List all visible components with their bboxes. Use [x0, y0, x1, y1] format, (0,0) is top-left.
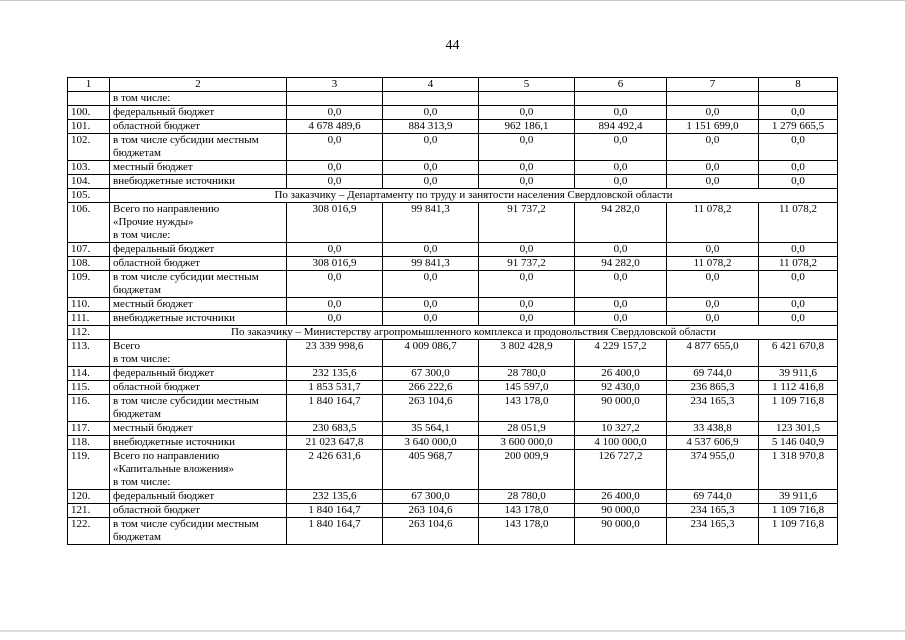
row-label: федеральный бюджет — [110, 243, 287, 257]
value-cell-col6: 0,0 — [575, 298, 667, 312]
value-cell-col5: 0,0 — [479, 134, 575, 161]
row-number: 109. — [68, 271, 110, 298]
section-header-row — [68, 326, 838, 340]
row-number: 102. — [68, 134, 110, 161]
value-cell-col8: 1 318 970,8 — [759, 450, 838, 490]
table-row — [68, 312, 838, 326]
row-label: областной бюджет — [110, 381, 287, 395]
value-cell-col8: 11 078,2 — [759, 257, 838, 271]
value-cell-col8: 1 279 665,5 — [759, 120, 838, 134]
column-header-7: 7 — [667, 78, 759, 92]
value-cell-col5: 0,0 — [479, 312, 575, 326]
value-cell-col5: 143 178,0 — [479, 504, 575, 518]
section-title: По заказчику – Департаменту по труду и занятости населения Свердловской области — [110, 189, 838, 203]
value-cell-col7: 0,0 — [667, 134, 759, 161]
value-cell-col4: 67 300,0 — [383, 367, 479, 381]
row-label: федеральный бюджет — [110, 106, 287, 120]
row-number: 117. — [68, 422, 110, 436]
row-label: федеральный бюджет — [110, 367, 287, 381]
table-row — [68, 243, 838, 257]
table-row — [68, 271, 838, 298]
value-cell-col5: 91 737,2 — [479, 203, 575, 243]
table-row — [68, 504, 838, 518]
value-cell-col6: 90 000,0 — [575, 395, 667, 422]
value-cell-col7: 11 078,2 — [667, 203, 759, 243]
value-cell-col4: 0,0 — [383, 243, 479, 257]
budget-table — [67, 77, 838, 545]
row-label: внебюджетные источники — [110, 436, 287, 450]
row-number: 108. — [68, 257, 110, 271]
top-edge-line — [0, 0, 905, 1]
value-cell-col4: 884 313,9 — [383, 120, 479, 134]
column-header-3: 3 — [287, 78, 383, 92]
row-label: Всего по направлению «Капитальные вложения» в том числе: — [110, 450, 287, 490]
value-cell-col6: 894 492,4 — [575, 120, 667, 134]
column-header-4: 4 — [383, 78, 479, 92]
value-cell-col4: 99 841,3 — [383, 203, 479, 243]
value-cell-col4: 0,0 — [383, 106, 479, 120]
value-cell-col6: 92 430,0 — [575, 381, 667, 395]
value-cell-col8: 0,0 — [759, 243, 838, 257]
value-cell-col3: 0,0 — [287, 175, 383, 189]
value-cell-col7: 234 165,3 — [667, 518, 759, 545]
value-cell-col4: 0,0 — [383, 175, 479, 189]
value-cell-col3: 232 135,6 — [287, 490, 383, 504]
value-cell-col4: 266 222,6 — [383, 381, 479, 395]
value-cell-col7: 1 151 699,0 — [667, 120, 759, 134]
value-cell-col8: 0,0 — [759, 298, 838, 312]
value-cell-col4: 0,0 — [383, 298, 479, 312]
value-cell-col4: 405 968,7 — [383, 450, 479, 490]
table-header-row — [68, 78, 838, 92]
value-cell-col8: 0,0 — [759, 106, 838, 120]
value-cell-col3: 0,0 — [287, 134, 383, 161]
value-cell-col5: 0,0 — [479, 271, 575, 298]
row-number: 121. — [68, 504, 110, 518]
column-header-2: 2 — [110, 78, 287, 92]
value-cell-col6: 94 282,0 — [575, 203, 667, 243]
value-cell-col6 — [575, 92, 667, 106]
row-label: местный бюджет — [110, 298, 287, 312]
value-cell-col5: 0,0 — [479, 175, 575, 189]
value-cell-col4: 0,0 — [383, 312, 479, 326]
row-label: местный бюджет — [110, 161, 287, 175]
row-number: 122. — [68, 518, 110, 545]
value-cell-col7: 234 165,3 — [667, 395, 759, 422]
row-number — [68, 92, 110, 106]
table-row — [68, 490, 838, 504]
row-label: в том числе субсидии местным бюджетам — [110, 134, 287, 161]
table-row — [68, 450, 838, 490]
value-cell-col3: 23 339 998,6 — [287, 340, 383, 367]
value-cell-col6: 126 727,2 — [575, 450, 667, 490]
value-cell-col4: 99 841,3 — [383, 257, 479, 271]
row-label: внебюджетные источники — [110, 312, 287, 326]
row-label: федеральный бюджет — [110, 490, 287, 504]
value-cell-col4: 35 564,1 — [383, 422, 479, 436]
value-cell-col8: 1 109 716,8 — [759, 518, 838, 545]
row-label: областной бюджет — [110, 504, 287, 518]
value-cell-col7: 0,0 — [667, 175, 759, 189]
value-cell-col8 — [759, 92, 838, 106]
row-label: внебюджетные источники — [110, 175, 287, 189]
value-cell-col5: 28 051,9 — [479, 422, 575, 436]
row-number: 103. — [68, 161, 110, 175]
row-number: 119. — [68, 450, 110, 490]
value-cell-col7: 0,0 — [667, 243, 759, 257]
section-title: По заказчику – Министерству агропромышленного комплекса и продовольствия Свердловской области — [110, 326, 838, 340]
table-row — [68, 395, 838, 422]
value-cell-col6: 26 400,0 — [575, 490, 667, 504]
value-cell-col7: 4 537 606,9 — [667, 436, 759, 450]
value-cell-col3: 308 016,9 — [287, 203, 383, 243]
value-cell-col3 — [287, 92, 383, 106]
row-number: 110. — [68, 298, 110, 312]
value-cell-col8: 123 301,5 — [759, 422, 838, 436]
value-cell-col8: 0,0 — [759, 175, 838, 189]
value-cell-col3: 0,0 — [287, 312, 383, 326]
row-label: Всего в том числе: — [110, 340, 287, 367]
value-cell-col6: 0,0 — [575, 271, 667, 298]
table-row — [68, 134, 838, 161]
value-cell-col7: 0,0 — [667, 161, 759, 175]
value-cell-col5: 143 178,0 — [479, 395, 575, 422]
value-cell-col3: 308 016,9 — [287, 257, 383, 271]
value-cell-col8: 1 112 416,8 — [759, 381, 838, 395]
column-header-1: 1 — [68, 78, 110, 92]
page-number: 44 — [445, 38, 460, 53]
value-cell-col4: 0,0 — [383, 271, 479, 298]
value-cell-col6: 0,0 — [575, 134, 667, 161]
section-header-row — [68, 189, 838, 203]
value-cell-col6: 0,0 — [575, 175, 667, 189]
value-cell-col5: 3 600 000,0 — [479, 436, 575, 450]
value-cell-col7: 33 438,8 — [667, 422, 759, 436]
value-cell-col3: 1 853 531,7 — [287, 381, 383, 395]
value-cell-col4: 0,0 — [383, 161, 479, 175]
row-number: 118. — [68, 436, 110, 450]
row-number: 120. — [68, 490, 110, 504]
column-header-6: 6 — [575, 78, 667, 92]
value-cell-col6: 0,0 — [575, 243, 667, 257]
value-cell-col8: 1 109 716,8 — [759, 395, 838, 422]
row-label: Всего по направлению «Прочие нужды» в том числе: — [110, 203, 287, 243]
value-cell-col8: 39 911,6 — [759, 490, 838, 504]
value-cell-col6: 94 282,0 — [575, 257, 667, 271]
value-cell-col6: 0,0 — [575, 106, 667, 120]
value-cell-col3: 230 683,5 — [287, 422, 383, 436]
value-cell-col7: 11 078,2 — [667, 257, 759, 271]
table-row — [68, 518, 838, 545]
value-cell-col8: 11 078,2 — [759, 203, 838, 243]
table-row — [68, 367, 838, 381]
row-number: 114. — [68, 367, 110, 381]
value-cell-col3: 21 023 647,8 — [287, 436, 383, 450]
value-cell-col7: 0,0 — [667, 312, 759, 326]
value-cell-col6: 4 100 000,0 — [575, 436, 667, 450]
table-row — [68, 92, 838, 106]
value-cell-col8: 6 421 670,8 — [759, 340, 838, 367]
value-cell-col5: 145 597,0 — [479, 381, 575, 395]
value-cell-col7 — [667, 92, 759, 106]
row-label: в том числе субсидии местным бюджетам — [110, 395, 287, 422]
value-cell-col3: 1 840 164,7 — [287, 518, 383, 545]
row-number: 106. — [68, 203, 110, 243]
value-cell-col6: 4 229 157,2 — [575, 340, 667, 367]
value-cell-col6: 0,0 — [575, 312, 667, 326]
table-row — [68, 161, 838, 175]
value-cell-col8: 0,0 — [759, 161, 838, 175]
value-cell-col6: 26 400,0 — [575, 367, 667, 381]
table-row — [68, 257, 838, 271]
value-cell-col3: 0,0 — [287, 271, 383, 298]
value-cell-col4: 263 104,6 — [383, 518, 479, 545]
value-cell-col5 — [479, 92, 575, 106]
value-cell-col8: 39 911,6 — [759, 367, 838, 381]
value-cell-col6: 0,0 — [575, 161, 667, 175]
value-cell-col5: 200 009,9 — [479, 450, 575, 490]
value-cell-col8: 0,0 — [759, 271, 838, 298]
table-row — [68, 381, 838, 395]
table-row — [68, 106, 838, 120]
row-number: 115. — [68, 381, 110, 395]
table-row — [68, 436, 838, 450]
value-cell-col5: 0,0 — [479, 106, 575, 120]
row-label: в том числе субсидии местным бюджетам — [110, 271, 287, 298]
column-header-8: 8 — [759, 78, 838, 92]
value-cell-col7: 0,0 — [667, 271, 759, 298]
value-cell-col7: 236 865,3 — [667, 381, 759, 395]
value-cell-col7: 234 165,3 — [667, 504, 759, 518]
table-row — [68, 422, 838, 436]
value-cell-col5: 0,0 — [479, 161, 575, 175]
value-cell-col8: 1 109 716,8 — [759, 504, 838, 518]
value-cell-col4: 0,0 — [383, 134, 479, 161]
row-label: в том числе субсидии местным бюджетам — [110, 518, 287, 545]
table-body — [68, 78, 838, 545]
row-number: 116. — [68, 395, 110, 422]
value-cell-col4: 3 640 000,0 — [383, 436, 479, 450]
value-cell-col5: 0,0 — [479, 243, 575, 257]
column-header-5: 5 — [479, 78, 575, 92]
value-cell-col7: 69 744,0 — [667, 367, 759, 381]
table-row — [68, 120, 838, 134]
value-cell-col3: 2 426 631,6 — [287, 450, 383, 490]
value-cell-col4: 263 104,6 — [383, 504, 479, 518]
value-cell-col7: 4 877 655,0 — [667, 340, 759, 367]
bottom-edge-line — [0, 630, 905, 632]
row-number: 107. — [68, 243, 110, 257]
row-number: 101. — [68, 120, 110, 134]
value-cell-col4: 67 300,0 — [383, 490, 479, 504]
table-row — [68, 175, 838, 189]
row-number: 100. — [68, 106, 110, 120]
value-cell-col3: 0,0 — [287, 298, 383, 312]
value-cell-col3: 0,0 — [287, 161, 383, 175]
value-cell-col5: 962 186,1 — [479, 120, 575, 134]
table-row — [68, 298, 838, 312]
value-cell-col3: 1 840 164,7 — [287, 504, 383, 518]
value-cell-col8: 0,0 — [759, 134, 838, 161]
value-cell-col5: 91 737,2 — [479, 257, 575, 271]
row-label: местный бюджет — [110, 422, 287, 436]
value-cell-col8: 5 146 040,9 — [759, 436, 838, 450]
value-cell-col3: 4 678 489,6 — [287, 120, 383, 134]
value-cell-col6: 90 000,0 — [575, 518, 667, 545]
value-cell-col4: 263 104,6 — [383, 395, 479, 422]
value-cell-col7: 0,0 — [667, 106, 759, 120]
row-number: 112. — [68, 326, 110, 340]
value-cell-col5: 28 780,0 — [479, 367, 575, 381]
row-label: в том числе: — [110, 92, 287, 106]
row-number: 104. — [68, 175, 110, 189]
value-cell-col5: 0,0 — [479, 298, 575, 312]
value-cell-col5: 28 780,0 — [479, 490, 575, 504]
value-cell-col5: 143 178,0 — [479, 518, 575, 545]
row-number: 111. — [68, 312, 110, 326]
value-cell-col3: 1 840 164,7 — [287, 395, 383, 422]
value-cell-col5: 3 802 428,9 — [479, 340, 575, 367]
value-cell-col6: 90 000,0 — [575, 504, 667, 518]
table-row — [68, 203, 838, 243]
value-cell-col7: 69 744,0 — [667, 490, 759, 504]
value-cell-col4: 4 009 086,7 — [383, 340, 479, 367]
value-cell-col6: 10 327,2 — [575, 422, 667, 436]
value-cell-col3: 232 135,6 — [287, 367, 383, 381]
row-label: областной бюджет — [110, 257, 287, 271]
row-number: 105. — [68, 189, 110, 203]
value-cell-col4 — [383, 92, 479, 106]
value-cell-col7: 374 955,0 — [667, 450, 759, 490]
value-cell-col7: 0,0 — [667, 298, 759, 312]
row-label: областной бюджет — [110, 120, 287, 134]
table-row — [68, 340, 838, 367]
value-cell-col3: 0,0 — [287, 106, 383, 120]
value-cell-col3: 0,0 — [287, 243, 383, 257]
value-cell-col8: 0,0 — [759, 312, 838, 326]
row-number: 113. — [68, 340, 110, 367]
